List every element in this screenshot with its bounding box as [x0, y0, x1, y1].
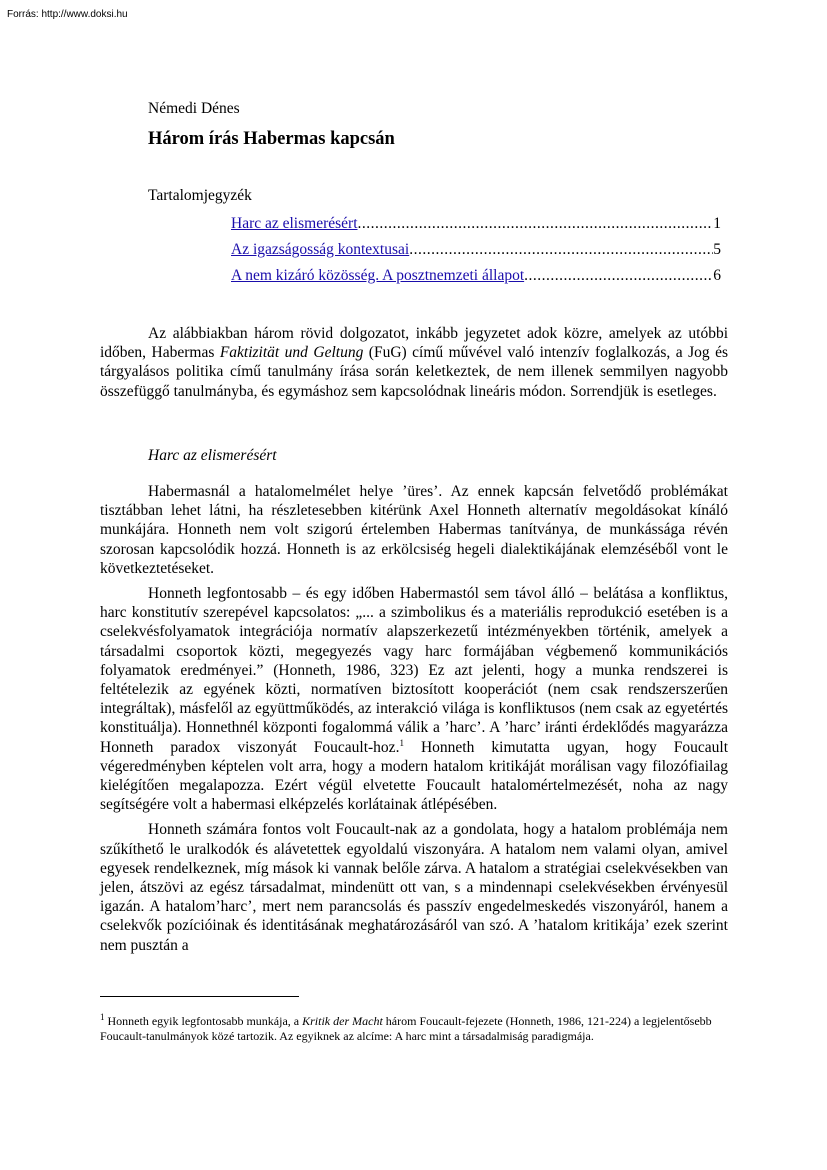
- paragraph-text: Honneth legfontosabb – és egy időben Habermastól sem távol álló – belátása a konfliktus, harc konstitutív szerepével kapcsolatos: „... a szimbolikus és a materiális reprodukció esetében is a cselekvésfolyamatok integrációja normatív alapszerkezetű intézményekben történik, amelyek a társadalmi csoportok közti, megegyezés vagy harc formájában végbemenő kommunikációs folyamatok eredményei.” (Honneth, 1986, 323) Ez azt jelenti, hogy a munka rendszerei is feltételezik az egyének közti, normatíven biztosított kooperációt (nem csak rendszerszerűen integráltak), másfelől az együttműködés, az interakció világa is konfliktusos (nem csak az egyetértés konstituálja). Honnethnél központi fogalommá válik a ’harc’. A ’harc’ iránti érdeklődés magyarázza Honneth paradox viszonyát Foucault-hoz.: [100, 585, 728, 756]
- intro-text-start: Az alábbiakban három rövid dolgozatot, inkább jegyzetet adok közre, amelyek az utóbbi időben, Habermas: [100, 325, 728, 362]
- section-body: [100, 482, 728, 961]
- footnote: [100, 1014, 728, 1044]
- footnote-text-end: három Foucault-fejezete (Honneth, 1986, 121-224) a legjelentősebb Foucault-tanulmányok közé tartozik. Az egyiknek az alcíme: A harc mint a társadalmiság paradigmája.: [100, 1014, 712, 1043]
- footnote-book-title: Kritik der Macht: [302, 1014, 383, 1028]
- intro-paragraph-block: [100, 324, 728, 401]
- toc-entry: [231, 239, 721, 265]
- toc-heading: Tartalomjegyzék: [148, 187, 252, 204]
- footnote-divider: [100, 996, 299, 997]
- toc-leader-dots: [524, 265, 713, 287]
- intro-text-end: (FuG) című művével való intenzív foglalkozás, a Jog és tárgyalásos politika című tanulmány írása során keletkeztek, de nem illenek semmilyen nagyobb összefüggő tanulmányba, és egymáshoz sem kapcsolódnak lineáris módon. Sorrendjük is esetleges.: [100, 344, 728, 400]
- toc-link-kozosseg[interactable]: A nem kizáró közösség. A posztnemzeti állapot: [231, 267, 525, 284]
- intro-paragraph: [100, 324, 728, 401]
- intro-book-title: Faktizität und Geltung: [219, 344, 364, 362]
- footnote-marker: 1: [100, 1012, 105, 1022]
- paragraph-text: Honneth kimutatta ugyan, hogy Foucault végeredményben képtelen volt arra, hogy a modern hatalom kritikáját morálisan vagy filozófiailag kielégítően megalapozza. Ezért végül elvetette Foucault hatalomértelmezését, noha az nagy segítségére volt a habermasi elképzelés korlátainak átlépésében.: [100, 738, 728, 814]
- toc-entry: [231, 213, 721, 239]
- toc-entry: [231, 265, 721, 291]
- section-heading: Harc az elismerésért: [148, 447, 277, 464]
- footnote-text-start: Honneth egyik legfontosabb munkája, a: [104, 1014, 303, 1028]
- body-paragraph: Honneth számára fontos volt Foucault-nak az a gondolata, hogy a hatalom problémája nem szűkíthető le uralkodók és alávetettek egyoldalú viszonyára. A hatalom nem valami olyan, amivel egyesek rendelkeznek, míg mások ki vannak belőle zárva. A hatalom a stratégiai cselekvésekben van jelen, átszövi az egész társadalmat, mindenütt ott van, s a mindennapi cselekvésekben érvényesül igazán. A hatalom’harc’, mert nem parancsolás és passzív engedelmeskedés viszonyáról, hanem a cselekvők pozícióinak és identitásának meghatározásáról van szó. A ’hatalom kritikája’ ezek szerint nem pusztán a: [100, 821, 728, 954]
- author-name: Némedi Dénes: [148, 100, 240, 117]
- toc-link-igazsagossag[interactable]: Az igazságosság kontextusai: [231, 241, 410, 258]
- toc-leader-dots: [409, 239, 713, 261]
- body-paragraph: [100, 584, 728, 814]
- source-url-line: Forrás: http://www.doksi.hu: [7, 9, 128, 20]
- toc-leader-dots: [358, 213, 714, 235]
- toc-page-number: 6: [713, 267, 721, 284]
- toc-page-number: 5: [713, 241, 721, 258]
- toc-link-harc[interactable]: Harc az elismerésért: [231, 215, 358, 232]
- footnote-text: [100, 1014, 728, 1044]
- body-paragraph: Habermasnál a hatalomelmélet helye ’üres’. Az ennek kapcsán felvetődő problémákat tisztábban lehet látni, ha részletesebben kitérünk Axel Honneth alternatív megoldásokat kínáló munkájára. Honneth nem volt szigorú értelemben Habermas tanítványa, de munkássága révén szorosan kapcsolódik hozzá. Honneth is az erkölcsiség hegeli dialektikájának elemzéséből vont le következtetéseket.: [100, 483, 728, 577]
- table-of-contents: [231, 213, 721, 291]
- footnote-reference[interactable]: 1: [399, 737, 404, 748]
- toc-page-number: 1: [713, 215, 721, 232]
- document-title: Három írás Habermas kapcsán: [148, 129, 395, 149]
